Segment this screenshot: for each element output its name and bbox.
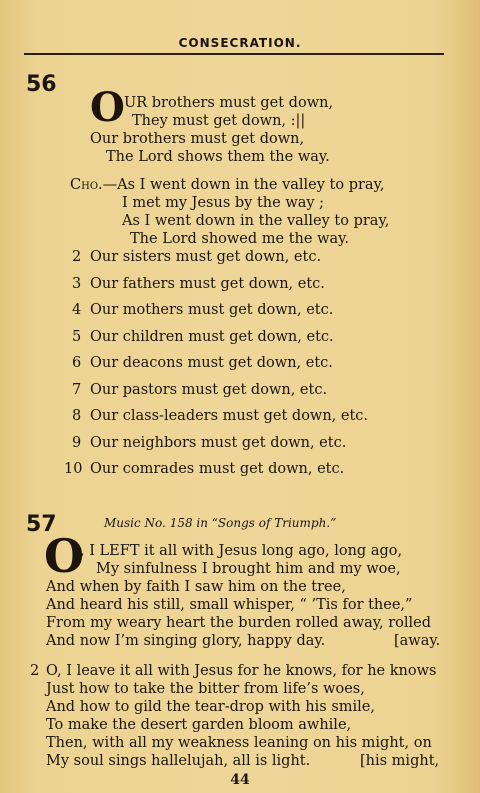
dropcap-57: O [44, 529, 85, 583]
hymn57-line6-tail: [away. [394, 633, 441, 649]
hymn56-line3: Our brothers must get down, [90, 131, 305, 147]
dropcap-56: O [90, 84, 125, 131]
verse-number: 8 [72, 408, 82, 424]
verse-text: Our comrades must get down, etc. [90, 461, 345, 477]
verse-text: Our deacons must get down, etc. [90, 355, 333, 371]
section-header: CONSECRATION. [178, 36, 302, 50]
hymn-number-56: 56 [26, 72, 57, 97]
hymn57-line3: And when by faith I saw him on the tree, [46, 579, 346, 595]
chorus-line1 [70, 176, 384, 194]
verse-number: 7 [72, 381, 82, 398]
hymn57-v2-line6-tail: [his might, [360, 753, 440, 769]
hymn57-line6: And now I’m singing glory, happy day. [46, 633, 326, 649]
verse-text: Our sisters must get down, etc. [90, 249, 322, 265]
hymn57-v2-line5: Then, with all my weakness leaning on his might, on [46, 735, 432, 751]
hymn57-line2: My sinfulness I brought him and my woe, [96, 561, 401, 577]
chorus-label: Cho. [70, 177, 103, 193]
chorus-text1: —As I went down in the valley to pray, [102, 177, 385, 193]
verse-number: 2 [72, 249, 82, 265]
chorus-line4: The Lord showed me the way. [130, 231, 350, 247]
hymn57-v2-line3: And how to gild the tear-drop with his smile, [46, 699, 375, 715]
verse-number: 5 [72, 328, 82, 345]
verse-text: Our mothers must get down, etc. [90, 302, 334, 318]
verse-number: 3 [72, 275, 82, 292]
hymn56-line4: The Lord shows them the way. [106, 149, 330, 165]
page-number: 44 [230, 772, 250, 788]
verse-number: 9 [72, 434, 82, 451]
hymn57-line4: And heard his still, small whisper, “ ’Tis for thee,” [46, 597, 413, 613]
verse-number: 4 [72, 302, 82, 318]
hymn57-v2-line1: O, I leave it all with Jesus for he knows, for he knows [46, 663, 437, 679]
verse-number: 6 [72, 355, 82, 371]
hymn57-verse2-number: 2 [30, 663, 40, 679]
verse-number: 10 [64, 461, 83, 477]
chorus-line3: As I went down in the valley to pray, [122, 213, 390, 229]
music-reference: Music No. 158 in “Songs of Triumph.” [104, 516, 337, 530]
hymn-number-57: 57 [26, 512, 57, 537]
hymn57-v2-line6: My soul sings hallelujah, all is light. [46, 753, 311, 769]
hymn56-line1: UR brothers must get down, [124, 95, 334, 111]
verse-text: Our fathers must get down, etc. [90, 275, 325, 292]
hymn56-line2: They must get down, :|| [132, 113, 306, 129]
verse-text: Our children must get down, etc. [90, 328, 334, 345]
hymn57-v2-line4: To make the desert garden bloom awhile, [46, 717, 352, 733]
hymn57-line1: , I LEFT it all with Jesus long ago, long ago, [80, 543, 403, 559]
chorus-line2: I met my Jesus by the way ; [122, 195, 325, 211]
hymn57-v2-line2: Just how to take the bitter from life’s woes, [46, 681, 365, 697]
verse-text: Our pastors must get down, etc. [90, 381, 328, 398]
hymn57-line5: From my weary heart the burden rolled away, rolled [46, 615, 432, 631]
verse-text: Our neighbors must get down, etc. [90, 434, 347, 451]
header-rule [24, 53, 444, 55]
verse-text: Our class-leaders must get down, etc. [90, 408, 369, 424]
